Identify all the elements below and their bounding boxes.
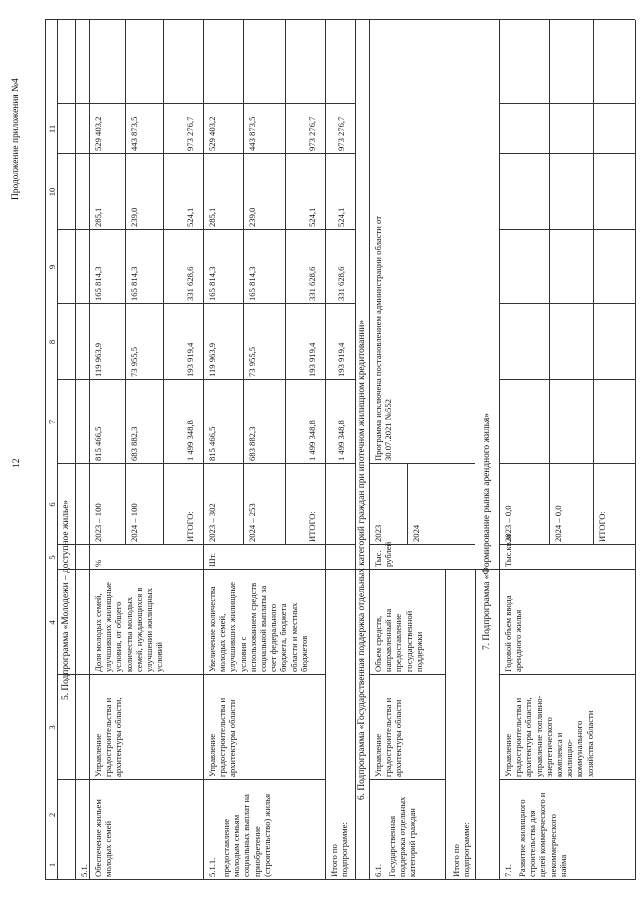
- col-num-4: 4: [47, 620, 57, 625]
- cell-c8: 193 919,4: [336, 342, 346, 377]
- year-2024: 2024 – 100: [129, 503, 139, 542]
- cell-c8: 73 955,5: [247, 346, 257, 377]
- cell-c7: 1 499 348,8: [336, 420, 346, 461]
- section-6-title: 6. Подпрограмма «Государственная поддержка отдельных категорий граждан при ипотечном жилищном кредитовании»: [357, 319, 367, 800]
- row-unit: Тыс.кв.м: [503, 534, 513, 567]
- row-name: Государственная поддержка отдельных категорий граждан: [387, 796, 418, 877]
- cell-c11: 529 403,2: [207, 116, 217, 151]
- cell-c11: 973 276,7: [185, 116, 195, 151]
- total-label: Итого по подпрограмме:: [451, 822, 472, 877]
- col-num-8: 8: [47, 339, 57, 345]
- year-2023: 2023: [373, 524, 383, 542]
- cell-c11: 529 403,2: [93, 116, 103, 151]
- year-2024: 2024: [411, 524, 421, 542]
- year-2023: 2023 – 302: [207, 503, 217, 542]
- cell-c7: 1 499 348,8: [307, 420, 317, 461]
- year-2024: 2024 – 0,0: [553, 505, 563, 542]
- row-name: предоставление молодым семьям социальных выплат на приобретение (строительство) жилья: [221, 793, 272, 877]
- total-label: ИТОГО:: [185, 511, 195, 542]
- cell-c9: 165 814,3: [93, 266, 103, 301]
- cell-c9: 331 628,6: [185, 266, 195, 301]
- cell-c9: 331 628,6: [307, 266, 317, 301]
- row-num: 7.1.: [503, 864, 513, 877]
- cell-c7: 683 882,3: [129, 426, 139, 461]
- cell-c8: 193 919,4: [307, 342, 317, 377]
- row-unit: %: [93, 559, 103, 567]
- row-unit: Шт.: [207, 553, 217, 567]
- row-name: Развитие жилищного строительства для целей коммерческого и некоммерческого найма: [517, 792, 568, 877]
- cell-c8: 119 963,9: [93, 342, 103, 377]
- section-5-title: 5. Подпрограмма «Молодежи – доступное жилье»: [61, 499, 71, 700]
- cell-c7: 1 499 348,8: [185, 420, 195, 461]
- cell-c8: 119 963,9: [207, 342, 217, 377]
- page-number: 12: [11, 458, 22, 468]
- rotated-table-sheet: [11, 20, 635, 880]
- section-7-title: 7. Подпрограмма «Формирование рынка арендного жилья»: [482, 413, 492, 650]
- cell-c9: 165 814,3: [247, 266, 257, 301]
- cell-c10: 524,1: [336, 207, 346, 227]
- cell-c11: 973 276,7: [336, 116, 346, 151]
- col-num-10: 10: [47, 187, 57, 197]
- row-executor: Управление градостроительства и архитектуры области,: [93, 697, 124, 777]
- col-num-9: 9: [47, 264, 57, 270]
- cell-c10: 239,0: [129, 207, 139, 227]
- cell-c11: 443 873,5: [247, 116, 257, 151]
- row-indicator: Годовой объем ввода арендного жилья: [503, 595, 524, 672]
- row-executor: Управление градостроительства и архитектуры области: [207, 697, 238, 777]
- total-label: ИТОГО:: [307, 511, 317, 542]
- cell-c11: 973 276,7: [307, 116, 317, 151]
- total-label: ИТОГО:: [597, 511, 607, 542]
- cell-c8: 193 919,4: [185, 342, 195, 377]
- cell-c8: 73 955,5: [129, 346, 139, 377]
- row-num: 6.1.: [373, 864, 383, 877]
- col-num-5: 5: [47, 555, 57, 560]
- appendix-note: Продолжение приложения №4: [11, 78, 21, 200]
- total-label: Итого по подпрограмме:: [329, 822, 350, 877]
- row-executor: Управление градостроительства и архитектуры области, управление топливно- энергетического комплекса и жилищно- коммунального хозяйства области: [503, 695, 595, 777]
- row-indicator: Доля молодых семей, улучшивших жилищные условия, от общего количества молодых семей, нуждающихся в улучшении жилищных условий: [93, 582, 165, 672]
- excluded-note: Программа исключена постановлением администрации области от 30.07.2021 №552: [373, 216, 394, 461]
- row-executor: Управление градостроительства и архитектуры области: [373, 697, 404, 777]
- row-num: 5.1.: [79, 864, 89, 877]
- cell-c7: 683 882,3: [247, 426, 257, 461]
- row-unit: Тыс. рублей: [373, 541, 394, 567]
- cell-c10: 285,1: [207, 207, 217, 227]
- cell-c7: 815 466,5: [93, 426, 103, 461]
- col-num-11-a: 11: [47, 124, 57, 134]
- cell-c7: 815 466,5: [207, 426, 217, 461]
- cell-c9: 165 814,3: [129, 266, 139, 301]
- col-num-7: 7: [47, 419, 57, 425]
- cell-c11: 443 873,5: [129, 116, 139, 151]
- row-indicator: Увеличение количества молодых семей, улучшивших жилищные условия с использованием средств социальной выплаты за счет федерального бюджета, бюджета области и местных бюджетов: [207, 582, 309, 672]
- col-num-3: 3: [47, 725, 57, 730]
- cell-c10: 524,1: [185, 207, 195, 227]
- col-num-1: 1: [47, 862, 57, 868]
- row-name: Обеспечение жильем молодых семей: [93, 799, 114, 877]
- cell-c10: 524,1: [307, 207, 317, 227]
- col-num-6: 6: [47, 502, 57, 507]
- year-2023: 2023 – 100: [93, 503, 103, 542]
- cell-c10: 239,0: [247, 207, 257, 227]
- col-num-2: 2: [47, 812, 57, 818]
- row-num: 5.1.1.: [207, 857, 217, 877]
- cell-c10: 285,1: [93, 207, 103, 227]
- cell-c9: 331 628,6: [336, 266, 346, 301]
- year-2023: 2023 – 0,0: [503, 505, 513, 542]
- cell-c9: 165 814,3: [207, 266, 217, 301]
- year-2024: 2024 – 253: [247, 503, 257, 542]
- row-indicator: Объем средств, направленный на предоставление государственной поддержки: [373, 608, 424, 672]
